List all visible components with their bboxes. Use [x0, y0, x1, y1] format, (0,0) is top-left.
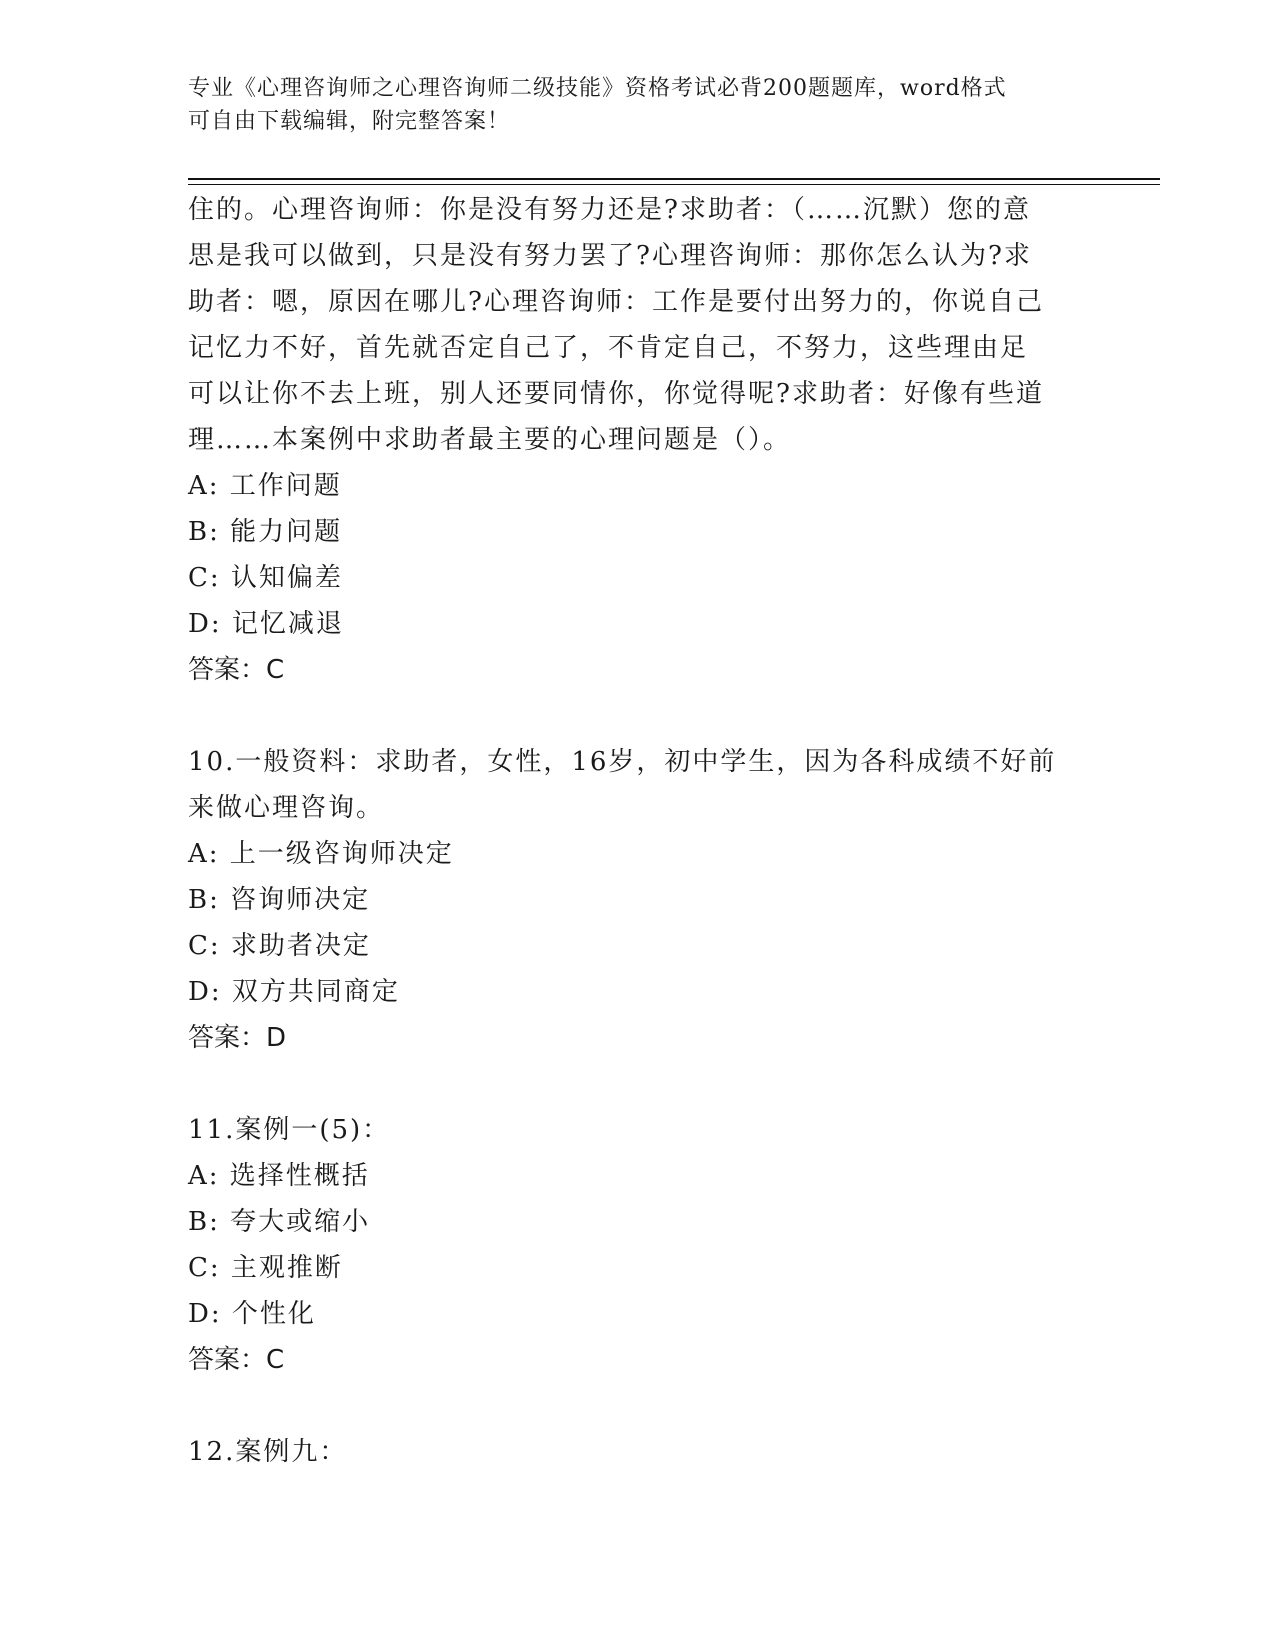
question-stem-line: 12.案例九：	[188, 1437, 348, 1467]
option-b: B: 能力问题	[188, 517, 343, 547]
option-c: C: 主观推断	[188, 1253, 343, 1283]
question-stem-line: 助者：嗯，原因在哪儿?心理咨询师：工作是要付出努力的，你说自己	[188, 287, 1044, 317]
answer-label: 答案：D	[188, 1023, 287, 1053]
answer-label: 答案：C	[188, 1345, 285, 1375]
option-d: D: 双方共同商定	[188, 977, 400, 1007]
option-c: C: 求助者决定	[188, 931, 371, 961]
option-d: D: 个性化	[188, 1299, 316, 1329]
header-divider-thin	[188, 184, 1160, 185]
option-a: A: 工作问题	[188, 471, 342, 501]
question-stem-line: 11.案例一(5)：	[188, 1115, 391, 1145]
option-a: A: 选择性概括	[188, 1161, 370, 1191]
question-stem-line: 记忆力不好，首先就否定自己了，不肯定自己，不努力，这些理由足	[188, 333, 1029, 363]
question-stem-line: 思是我可以做到，只是没有努力罢了?心理咨询师：那你怎么认为?求	[188, 241, 1032, 271]
spacer	[188, 1061, 1088, 1107]
header-divider-thick	[188, 178, 1160, 180]
question-12	[188, 1429, 1088, 1475]
option-c: C: 认知偏差	[188, 563, 343, 593]
question-stem-line: 住的。心理咨询师：你是没有努力还是?求助者：（……沉默）您的意	[188, 195, 1031, 225]
question-stem-line: 10.一般资料：求助者，女性，16岁，初中学生，因为各科成绩不好前	[188, 747, 1057, 777]
question-stem-line: 来做心理咨询。	[188, 793, 385, 823]
question-list	[188, 187, 1088, 1475]
question-10	[188, 739, 1088, 1061]
question-stem-line: 可以让你不去上班，别人还要同情你，你觉得呢?求助者：好像有些道	[188, 379, 1044, 409]
option-d: D: 记忆减退	[188, 609, 344, 639]
question-stem-line: 理……本案例中求助者最主要的心理问题是（）。	[188, 425, 792, 455]
question-9	[188, 187, 1088, 693]
answer-label: 答案：C	[188, 655, 285, 685]
spacer	[188, 693, 1088, 739]
option-b: B: 夸大或缩小	[188, 1207, 371, 1237]
spacer	[188, 1383, 1088, 1429]
option-b: B: 咨询师决定	[188, 885, 371, 915]
question-11	[188, 1107, 1088, 1383]
header-line-2: 可自由下载编辑，附完整答案！	[188, 109, 511, 134]
header-line-1: 专业《心理咨询师之心理咨询师二级技能》资格考试必背200题题库，word格式	[188, 76, 1007, 101]
document-header	[188, 72, 1088, 138]
option-a: A: 上一级咨询师决定	[188, 839, 454, 869]
